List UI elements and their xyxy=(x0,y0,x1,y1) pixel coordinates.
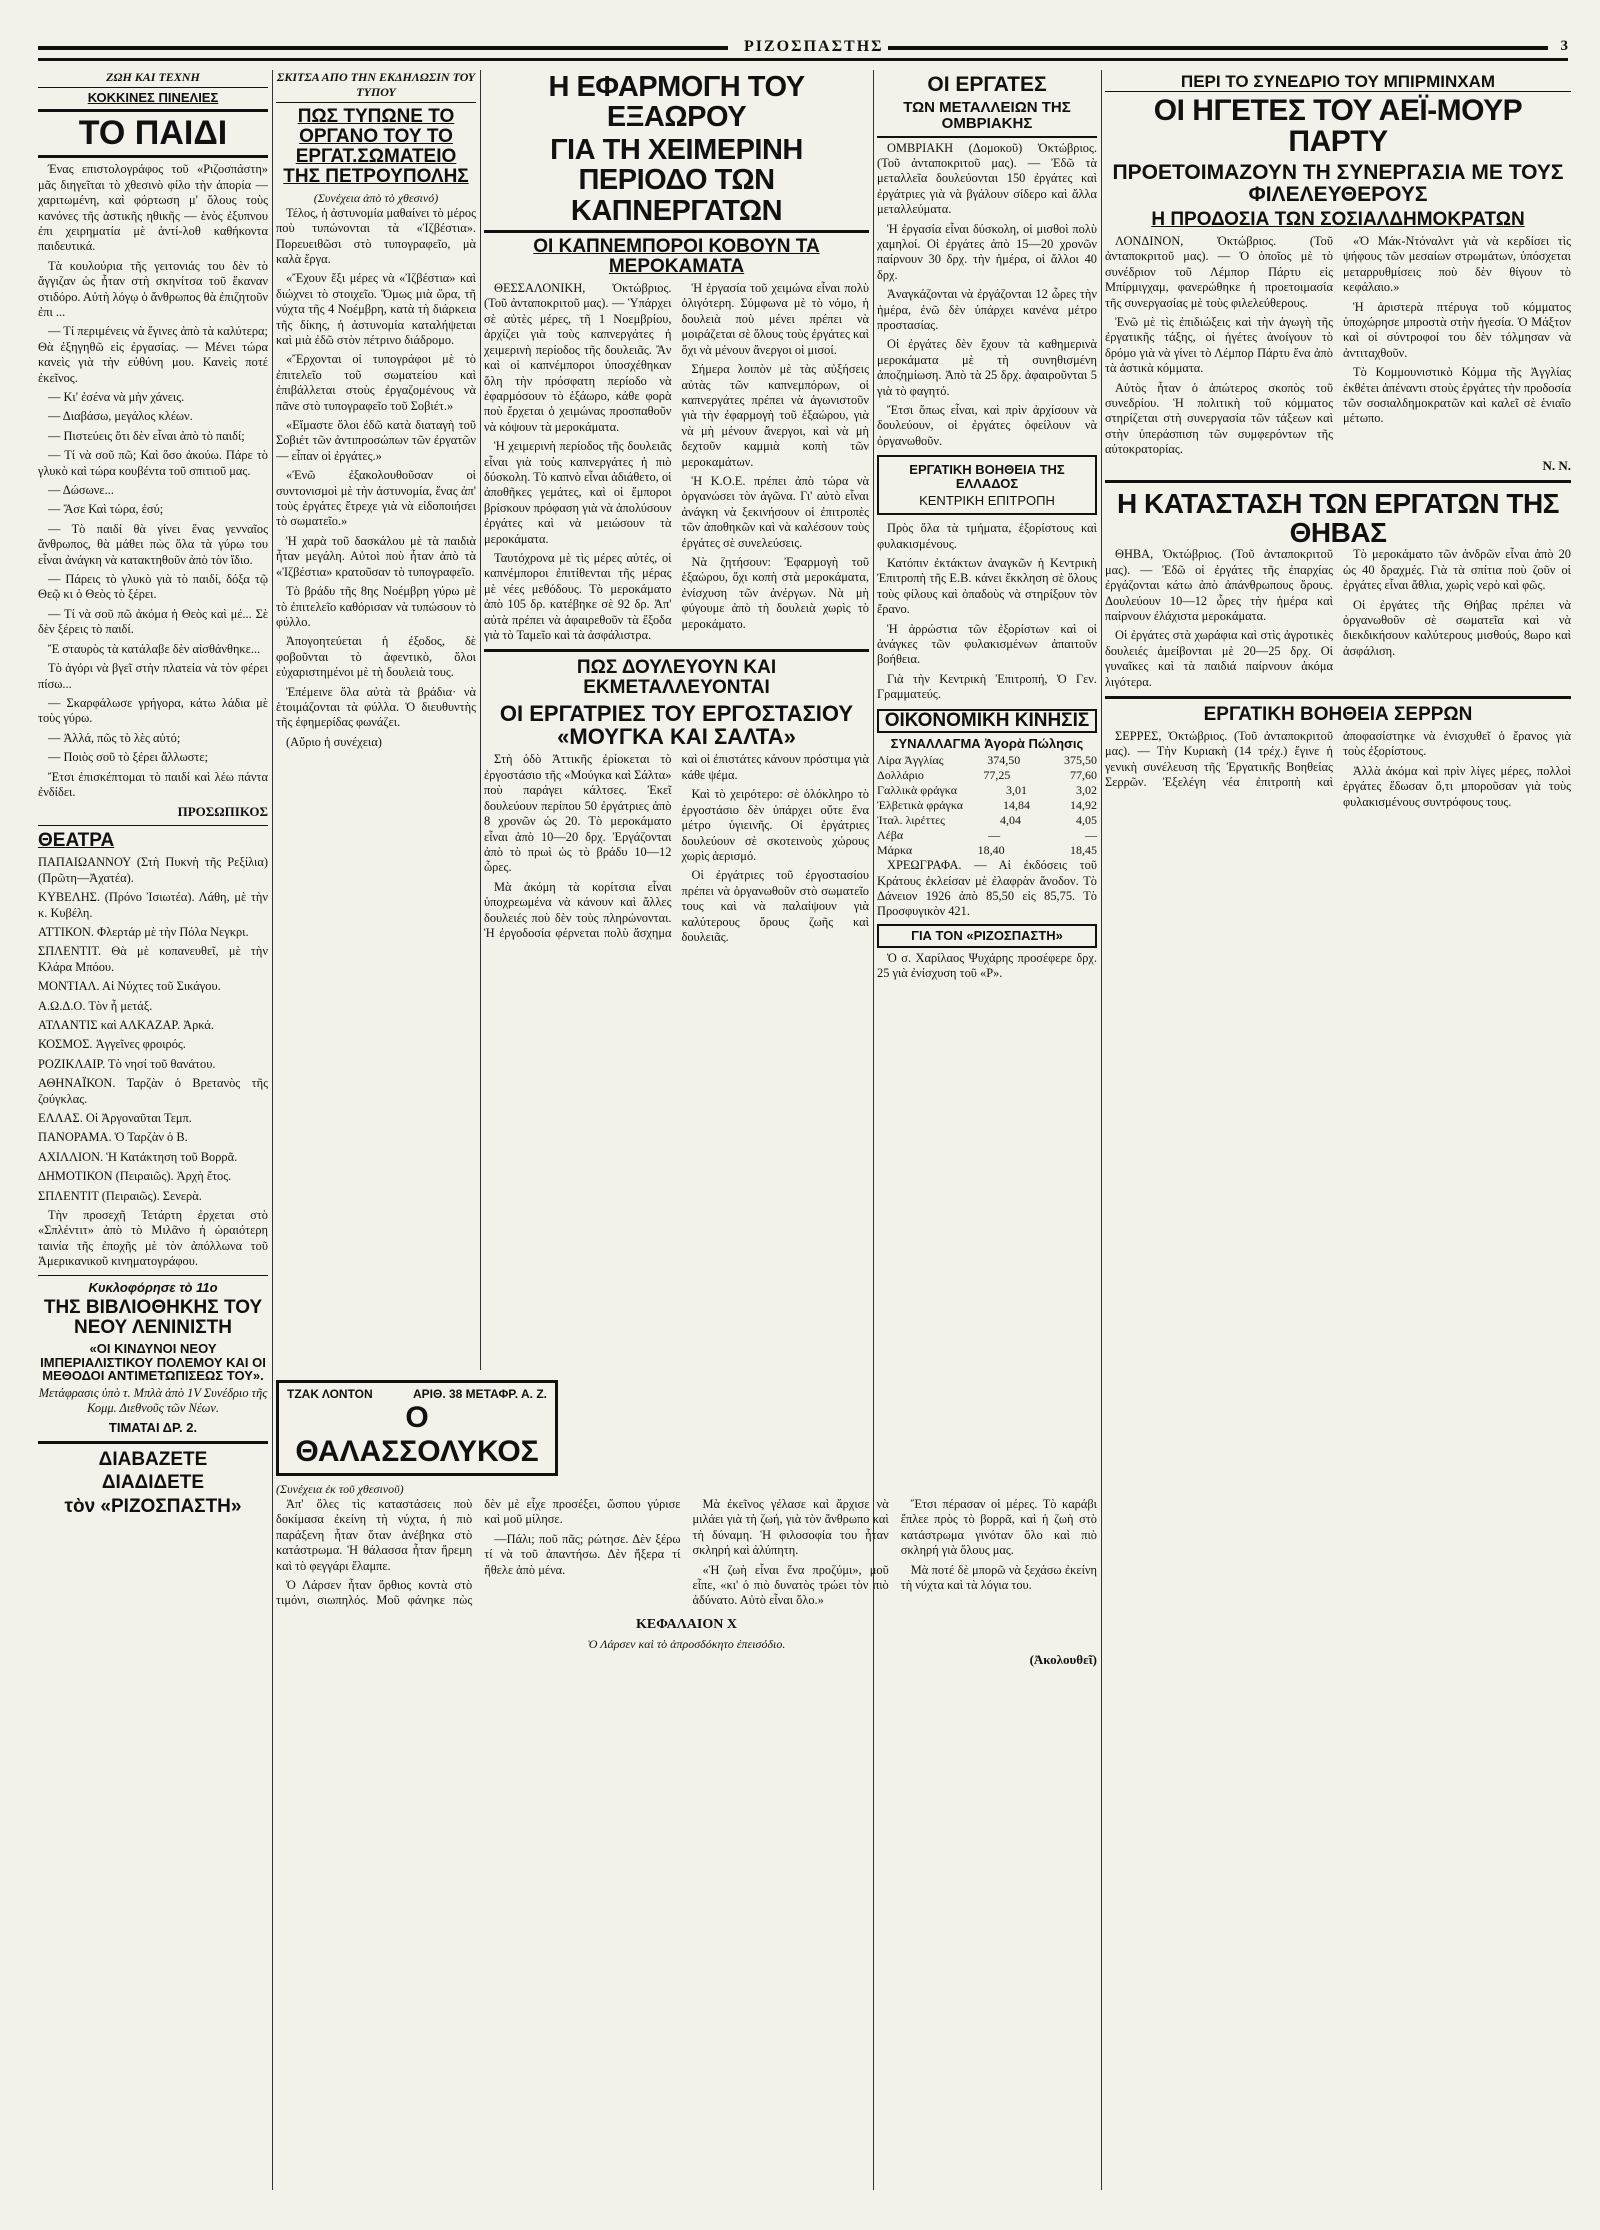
paragraph: «Ἔρχονται οἱ τυπογράφοι μὲ τὸ ἐπιτελεῖο τοῦ σωματείου καὶ ἐπιβάλλεται στοὺς ἐργαζομένους νὰ πᾶνε στὸ τυπογραφεῖο τοῦ Σοβιέτ.» xyxy=(276,352,476,413)
masthead-rule-right xyxy=(888,46,1548,50)
section-kicker: ΖΩΗ ΚΑΙ ΤΕΧΝΗ xyxy=(38,70,268,88)
divider xyxy=(484,649,869,652)
sell-rate: — xyxy=(1084,828,1097,843)
relief-body xyxy=(877,521,1097,702)
exchange-row xyxy=(877,753,1097,768)
paragraph: Ἡ ἐργασία τοῦ χειμώνα εἶναι πολὺ ὀλιγότερη. Σύμφωνα μὲ τὸ νόμο, ἡ δουλειὰ ποὺ μένει πρέπει νὰ μοιράζεται σὲ ὅλους τοὺς ἐργάτες καὶ ὄχι νὰ μένουν ἄνεργοι οἱ μισοί. xyxy=(681,281,869,357)
paragraph: ΑΤΛΑΝΤΙΣ καὶ ΑΛΚΑΖΑΡ. Ἀρκά. xyxy=(38,1017,215,1032)
article-body xyxy=(1105,234,1571,458)
thebes-title: Η ΚΑΤΑΣΤΑΣΗ ΤΩΝ ΕΡΓΑΤΩΝ ΤΗΣ ΘΗΒΑΣ xyxy=(1117,487,1559,548)
paragraph: Ἔ σταυρὸς τὰ κατάλαβε δὲν αἰσθάνθηκε... xyxy=(48,641,261,656)
continuation-note: (Συνέχεια ἐκ τοῦ χθεσινοῦ) xyxy=(276,1482,404,1496)
paragraph: Οἱ ἐργάτες δὲν ἔχουν τὰ καθημερινὰ μεροκάματα μὲ τὴ συνηθισμένη ἀποζημίωση. Ἀπὸ τὰ 25 δρχ. ἀφαιροῦνται 5 γιὰ τὸ φαγητό. xyxy=(877,337,1097,398)
paragraph: Πρὸς ὅλα τὰ τμήματα, ἐξορίστους καὶ φυλακισμένους. xyxy=(877,521,1097,551)
paragraph: Μὰ ποτέ δὲ μπορῶ νὰ ξεχάσω ἐκείνη τὴ νύχτα καὶ τὰ λόγια του. xyxy=(900,1562,1097,1593)
buy-rate: — xyxy=(988,828,1001,843)
article-subtitle: ΟΙ ΚΑΠΝΕΜΠΟΡΟΙ ΚΟΒΟΥΝ ΤΑ ΜΕΡΟΚΑΜΑΤΑ xyxy=(533,236,820,278)
section-kicker: ΠΕΡΙ ΤΟ ΣΥΝΕΔΡΙΟ ΤΟΥ ΜΠΙΡΜΙΝΧΑΜ xyxy=(1105,73,1571,92)
paragraph: —Πάλι; ποῦ πᾶς; ρώτησε. Δὲν ξέρω τί νὰ τοῦ ἀπαντήσω. Δὲν ἤξερα τί ἤθελε ἀπὸ μένα. xyxy=(484,1531,681,1577)
exchange-row xyxy=(877,813,1097,828)
exchange-row xyxy=(877,768,1097,783)
exchange-heading: ΣΥΝΑΛΛΑΓΜΑ Ἀγορὰ Πώλησις xyxy=(890,735,1084,751)
currency-name: Ἰταλ. λιρέττες xyxy=(877,813,945,828)
paragraph: Ἀλλὰ ἀκόμα καὶ πρὶν λίγες μέρες, πολλοὶ ἐργάτες ἔδωσαν ὅ,τι μποροῦσαν γιὰ τοὺς φυλακισμένους συντρόφους τους. xyxy=(1343,763,1571,809)
article-body xyxy=(877,141,1097,450)
paragraph: Μὰ ἀκόμη τὰ κορίτσια εἶναι ὑποχρεωμένα νὰ κάνουν καὶ ἄλλες δουλειές ποὺ δὲν τοὺς πληρώνονται. Ἡ ἐργοδοσία φέρνεται πολὺ ἄσχημα καὶ οἱ ἐπιστάτες κάνουν πρόστιμα γιὰ κάθε ψέμα. xyxy=(484,752,869,940)
paragraph: ΚΟΣΜΟΣ. Ἀγγεῖνες φροιρός. xyxy=(38,1037,186,1052)
headline-line-4: ΟΙ ΕΡΓΑΤΡΙΕΣ ΤΟΥ ΕΡΓΟΣΤΑΣΙΟΥ «ΜΟΥΓΚΑ ΚΑΙ ΣΑΛΤΑ» xyxy=(499,701,854,750)
column-rule xyxy=(1101,70,1102,2190)
paragraph: Ἀπογοητεύεται ἡ ἐξοδος, δὲ φοβοῦνται τὸ ἀφεντικὸ, ὅλοι εὐχαριστημένοι μὲ τὴ δουλειὰ τους. xyxy=(276,634,476,680)
sell-rate: 4,05 xyxy=(1076,813,1097,828)
relief-subtitle: ΚΕΝΤΡΙΚΗ ΕΠΙΤΡΟΠΗ xyxy=(919,492,1055,508)
theatres-list xyxy=(38,855,268,1204)
novel-end: (Ἀκολουθεῖ) xyxy=(1029,1651,1097,1667)
paragraph: ΑΧΙΛΛΙΟΝ. Ἡ Κατάκτηση τοῦ Βορρᾶ. xyxy=(38,1149,238,1164)
headline-line-1: Η ΕΦΑΡΜΟΓΗ ΤΟΥ ΕΞΑΩΡΟΥ xyxy=(548,71,805,134)
novel-banner-top xyxy=(287,1387,547,1401)
library-subtitle: «ΟΙ ΚΙΝΔΥΝΟΙ ΝΕΟΥ ΙΜΠΕΡΙΑΛΙΣΤΙΚΟΥ ΠΟΛΕΜΟΥ ΚΑΙ ΟΙ ΜΕΘΟΔΟΙ ΑΝΤΙΜΕΤΩΠΙΣΕΩΣ ΤΟΥ». xyxy=(40,1341,266,1384)
paragraph: Κατόπιν ἐκτάκτων ἀναγκῶν ἡ Κεντρικὴ Ἐπιτροπὴ τῆς Ε.Β. κάνει ἔκκληση σὲ ὅλους τοὺς φίλους καὶ ὀπαδοὺς νὰ στηρίξουν τὸν ἔρανο. xyxy=(877,556,1097,617)
headline-line-2: ΠΡΟΕΤΟΙΜΑΖΟΥΝ ΤΗ ΣΥΝΕΡΓΑΣΙΑ ΜΕ ΤΟΥΣ ΦΙΛΕΛΕΥΘΕΡΟΥΣ xyxy=(1112,160,1564,206)
paragraph: «Ἔχουν ἕξι μέρες νὰ «Ἰζβέστια» καὶ διώχνει τὸ στοιχεῖο. Ὅμως μιὰ ὥρα, τῆ νύχτα τῆς 4 Νοέμβρη, κατὰ τὴ διάρκεια τῆς δίκης, ἡ ἀστυνομία καταλήψεται καὶ μιὰ ἐδῶ στὸν πέτρινο διάδρομο. xyxy=(276,271,476,347)
serres-body xyxy=(1105,729,1571,810)
paragraph: ΣΕΡΡΕΣ, Ὀκτώβριος. (Τοῦ ἀνταποκριτοῦ μας). — Τὴν Κυριακὴ (14 τρέχ.) ἔγινε ἡ γενικὴ συνέλευση τῆς Ἐργατικῆς Βοηθείας Σερρῶν. Ἐξελέγη νέα ἐπιτροπὴ καὶ ἀποφασίστηκε νὰ ἐνισχυθεῖ ὁ ἔρανος γιὰ τοὺς ἐξορίστους. xyxy=(1105,728,1571,790)
article-body-2 xyxy=(484,752,869,945)
paragraph: Ἡ χειμερινὴ περίοδος τῆς δουλειᾶς εἶναι γιὰ τοὺς καπνεργάτες ἡ πιὸ δύσκολη. Τὸ καπνὸ εἶναι ἀδιάθετο, οἱ ἀποθῆκες γεμάτες, καὶ οἱ ἔμποροι βρίσκουν πρόφαση γιὰ νὰ ἀπολύσουν ἐργάτες καὶ νὰ μειώσουν τὰ μεροκάματα. xyxy=(484,439,672,546)
paragraph: ΣΠΛΕΝΤΙΤ. Θὰ μὲ κοπανευθεῖ, μὲ τὴν Κλάρα Μπόου. xyxy=(38,944,268,974)
circulation-note: Κυκλοφόρησε τὸ 11ο xyxy=(88,1279,218,1295)
paragraph: Ὁ Λάρσεν ἦταν ὄρθιος κοντὰ στὸ τιμόνι, σιωπηλός. Μοῦ φάνηκε πὼς δὲν μὲ εἶχε προσέξει, ὥσπου γύρισε καὶ μοῦ μίλησε. xyxy=(276,1497,681,1608)
film-note: Τὴν προσεχῆ Τετάρτη ἐρχεται στὸ «Σπλέντιτ» ἀπὸ τὸ Μιλᾶνο ἡ ὡραιότερη ταινία τῆς ἐποχῆς μὲ τὸν ἀπόλλωνα τοῦ Ἀμερικανικοῦ κινηματογράφου. xyxy=(38,1208,268,1269)
headline-line-2: ΤΩΝ ΜΕΤΑΛΛΕΙΩΝ ΤΗΣ ΟΜΒΡΙΑΚΗΣ xyxy=(877,100,1097,138)
buy-rate: 4,04 xyxy=(999,813,1021,828)
footer-read: ΔΙΑΒΑΖΕΤΕ xyxy=(98,1448,208,1470)
buy-rate: 18,40 xyxy=(977,843,1005,858)
paragraph: — Πάρεις τὸ γλυκὸ γιὰ τὸ παιδί, δόξα τῷ Θεῷ κι ὁ Θεὸς τὸ ξέρει. xyxy=(38,572,268,602)
relief-box xyxy=(877,455,1097,515)
footer-paper: τὸν «ΡΙΖΟΣΠΑΣΤΗ» xyxy=(64,1496,242,1518)
column-rule xyxy=(480,70,481,1370)
sell-rate: 375,50 xyxy=(1064,753,1097,768)
paragraph: Στὴ ὁδὸ Ἀττικῆς ἐρίοκεται τὸ ἐργοστάσιο τῆς «Μούγκα καὶ Σάλτα» ποὺ παράγει κάλτσες. Ἐκεῖ δουλεύουν περίπου 50 ἐργάτριες ἀπὸ 8 χρονῶν ὡς 20. Τὸ μεροκάματο εἶναι ἀπὸ 10—20 δρχ. Ἐργάζονται ἀπὸ τὸ πρωὶ ὡς τὸ βράδυ 10—12 ὧρες. xyxy=(484,752,672,875)
paragraph: ΡΟΖΙΚΛΑΙΡ. Τὸ νησί τοῦ θανάτου. xyxy=(38,1056,216,1071)
paragraph: Ἐπέμεινε ὅλα αὐτὰ τὰ βράδια· νὰ ἑτοιμάζονται τὰ φύλλα. Ὁ διευθυντὴς τῆς ἐφημερίδας φωνάζει. xyxy=(276,684,476,730)
donations-heading: ΓΙΑ ΤΟΝ «ΡΙΖΟΣΠΑΣΤΗ» xyxy=(877,924,1097,948)
paragraph: — Σκαρφάλωσε γρήγορα, κάτω λάδια μὲ τοὺς γύρω. xyxy=(38,695,268,726)
buy-rate: 14,84 xyxy=(1003,798,1031,813)
paragraph: ΑΤΤΙΚΟΝ. Φλερτάρ μὲ τὴν Πόλα Νεγκρι. xyxy=(38,924,249,939)
paragraph: — Τί περιμένεις νὰ ἔγινες ἀπὸ τὰ καλύτερα; Θὰ ἐξηγηθῶ εἰς ἐργασίας. — Μένει τώρα κανεὶς γιὰ τὴν εὐθύνη μου. Κανεὶς ποτέ ἐκεῖνος. xyxy=(38,324,268,385)
paragraph: — Τί νὰ σοῦ πῶ ἀκόμα ἡ Θεὸς καὶ μέ... Σὲ δὲν ξέρεις τὸ παιδί. xyxy=(38,606,268,637)
novel-banner xyxy=(276,1380,558,1476)
paragraph: — Κι' ἐσένα νὰ μὴν χάνεις. xyxy=(48,390,185,405)
paragraph: Ταυτόχρονα μὲ τὶς μέρες αὐτές, οἱ καπνέμποροι ἐπιτίθενται τῆς μέρας μὲ νέες μεθόδους. Τὸ μεροκάματο ἀπὸ 105 δρ. κατέβηκε σὲ 92 δρ. Ἀπ' αὐτὰ πρέπει νὰ ἀφαιρεθοῦν τὰ ἔξοδα γιὰ τὸ Ταμεῖο καὶ τὰ ἀσφάλιστρα. xyxy=(484,550,672,642)
headline-line-1: ΟΙ ΕΡΓΑΤΕΣ xyxy=(927,73,1047,96)
paragraph: Οἱ ἐργάτες τῆς Θήβας πρέπει νὰ ὀργανωθοῦν σὲ σωματεῖα καὶ νὰ διεκδικήσουν καλύτερους μισθούς, 8ωρο καὶ ἀσφάλιση. xyxy=(1343,597,1571,658)
article-title: ΠΩΣ ΤΥΠΩΝΕ ΤΟ ΟΡΓΑΝΟ ΤΟΥ ΤΟ ΕΡΓΑΤ.ΣΩΜΑΤΕΙΟ ΤΗΣ ΠΕΤΡΟΥΠΟΛΗΣ xyxy=(283,106,469,187)
paragraph: Οἱ ἐργάτριες τοῦ ἐργοστασίου πρέπει νὰ ὀργανωθοῦν στὸ σωματεῖο τους καὶ νὰ παλαίψουν γιὰ καλύτερους ὅρους ζωῆς καὶ δουλειᾶς. xyxy=(681,868,869,944)
paragraph: Ἀπ' ὅλες τὶς καταστάσεις ποὺ δοκίμασα ἐκείνη τὴ νύχτα, ἡ πιὸ παράξενη ἦταν ὅταν ἀνέβηκα στὸ κατάστρωμα. Ἡ θάλασσα ἦταν ἤρεμη καὶ τὸ φεγγάρι ἔλαμπε. xyxy=(276,1497,473,1573)
headline-line-1: ΟΙ ΗΓΕΤΕΣ ΤΟΥ ΑΕΪ-ΜΟΥΡ ΠΑΡΤΥ xyxy=(1153,93,1523,159)
paragraph: «Ἡ ζωὴ εἶναι ἕνα προζύμι», μοῦ εἶπε, «κι' ὁ πιὸ δυνατὸς τρώει τὸν πιὸ ἀδύνατο. Αὐτὸ εἶναι ὅλο.» xyxy=(692,1562,889,1608)
paragraph: Ένας επιστολογράφος τοῦ «Ριζοσπάστη» μᾶς διηγεῖται τὸ χθεσινὸ φίλο τὴν ἀπορία — χαριτωμένη, καὶ φόρτωση μ' ὅλους τοὺς κανόνες τῆς ἀστικῆς ηθικῆς — ἑνὸς ἐξυπνου ἐπι χειρηματία μὲ ἀντί-λοθ καθήκοντα παιδευτικά. xyxy=(38,162,268,254)
article-signature: Ν. Ν. xyxy=(1542,457,1571,473)
paragraph: Σήμερα λοιπὸν μὲ τὰς αὐξήσεις αὐτὰς τῶν καπνεμπόρων, οἱ καπνεργάτες πρέπει νὰ ἀγωνιστοῦν γιὰ τὴν ἐφαρμογὴ τοῦ ἑξαώρου, γιὰ νὰ μὴ μένουν ἄνεργοι, καὶ νὰ μὴ δεχτοῦν καμμιὰ κοπὴ τῶν μεροκαμάτων. xyxy=(681,362,869,469)
article-body xyxy=(276,206,476,750)
serres-title: ΕΡΓΑΤΙΚΗ ΒΟΗΘΕΙΑ ΣΕΡΡΩΝ xyxy=(1203,704,1473,725)
chapter-subtitle: Ὁ Λάρσεν καὶ τὸ ἀπροσδόκητο ἐπεισόδιο. xyxy=(587,1636,786,1651)
paragraph: Τὸ μεροκάματο τῶν ἀνδρῶν εἶναι ἀπὸ 20 ὡς 40 δραχμές. Γιὰ τὰ σπίτια ποὺ ζοῦν οἱ ἐργάτες εἶναι ἄθλια, χωρὶς νερὸ καὶ φῶς. xyxy=(1343,547,1571,593)
bonds-note: ΧΡΕΩΓΡΑΦΑ. — Αἱ ἐκδόσεις τοῦ Κράτους ἐκλείσαν μὲ ἐλαφρὰν ἄνοδον. Τὸ Δάνειον 1926 ἀπὸ 85,50 εἰς 85,75. Τὸ Προσφυγικὸν 421. xyxy=(877,858,1097,919)
thebes-body xyxy=(1105,547,1571,690)
paragraph: Ἔτσι ἐπισκέπτομαι τὸ παιδί καὶ λέω πάντα ἐνδίδει. xyxy=(38,769,268,799)
paragraph: ΠΑΠΑΙΩΑΝΝΟΥ (Στὴ Πυκνὴ τῆς Ρεξίλια) (Πρῶτη—Ἀχατέα). xyxy=(38,855,268,885)
exchange-row xyxy=(877,843,1097,858)
divider xyxy=(38,1441,268,1444)
donations-body: Ὁ σ. Χαρίλαος Ψυχάρης προσέφερε δρχ. 25 γιὰ ἐνίσχυση τοῦ «Ρ». xyxy=(877,950,1097,980)
divider xyxy=(1105,480,1571,483)
article-subtitle: Η ΠΡΟΔΟΣΙΑ ΤΩΝ ΣΟΣΙΑΛΔΗΜΟΚΡΑΤΩΝ xyxy=(1151,208,1525,230)
paragraph: Ἡ χαρὰ τοῦ δασκάλου μὲ τὰ παιδιὰ ἦταν μεγάλη. Αὐτοὶ ποὺ ἦταν ἀπὸ τὰ «Ἰζβέστια» κρατοῦσαν τὸ τυπογραφεῖο. xyxy=(276,533,476,579)
paragraph: ΣΠΛΕΝΤΙΤ (Πειραιῶς). Σενερὰ. xyxy=(38,1188,202,1203)
paragraph: — Τὸ παιδί θὰ γίνει ἕνας γενναῖος ἄνθρωπος, θὰ μάθει πὼς ὅλα τὰ γύρω του εἶναι ἀνάγκη νὰ κατακτηθοῦν ἀπὸ τὸν ἴδιο. xyxy=(38,521,268,567)
price: ΤΙΜΑΤΑΙ ΔΡ. 2. xyxy=(108,1419,198,1435)
paper-name: ΡΙΖΟΣΠΑΣΤΗΣ xyxy=(738,38,890,56)
chapter-heading: ΚΕΦΑΛΑΙΟΝ Χ xyxy=(636,1616,737,1632)
paragraph: ΔΗΜΟΤΙΚΟΝ (Πειραιῶς). Ἀρχὴ ἔτος. xyxy=(38,1169,232,1184)
paragraph: — Δώσωνε... xyxy=(48,483,114,498)
currency-name: Λέβα xyxy=(877,828,904,843)
paragraph: — Πιστεύεις ὅτι δὲν εἶναι ἀπὸ τὸ παιδί; xyxy=(48,428,245,443)
headline-line-2: ΓΙΑ ΤΗ ΧΕΙΜΕΡΙΝΗ ΠΕΡΙΟΔΟ ΤΩΝ ΚΑΠΝΕΡΓΑΤΩΝ xyxy=(484,135,869,233)
paragraph: — Ἄσε Καὶ τώρα, ἐσύ; xyxy=(48,502,164,517)
currency-name: Ἐλβετικὰ φράγκα xyxy=(877,798,964,813)
paragraph: Ἡ ἀριστερὰ πτέρυγα τοῦ κόμματος ὑποχώρησε μπροστὰ στὴν ἡγεσία. Ὁ Μάξτον καὶ οἱ σύντροφοί του δὲν τόλμησαν νὰ ἀντιταχθοῦν. xyxy=(1343,299,1571,360)
paragraph: ΚΥΒΕΛΗΣ. (Πρόνο Ἰσιωτέα). Λάθη, μὲ τὴν κ. Κυβέλη. xyxy=(38,890,268,920)
finance-heading: ΟΙΚΟΝΟΜΙΚΗ ΚΙΝΗΣΙΣ xyxy=(877,709,1097,733)
sell-rate: 3,02 xyxy=(1075,783,1097,798)
novel-title: Ο ΘΑΛΑΣΣΟΛΥΚΟΣ xyxy=(295,1401,539,1468)
divider xyxy=(38,825,268,826)
paragraph: — Ἀλλά, πῶς τὸ λὲς αὐτό; xyxy=(48,730,181,745)
paragraph: Γιὰ τὴν Κεντρικὴ Ἐπιτροπή, Ὁ Γεν. Γραμματεύς. xyxy=(877,671,1097,702)
library-title: ΤΗΣ ΒΙΒΛΙΟΘΗΚΗΣ ΤΟΥ ΝΕΟΥ ΛΕΝΙΝΙΣΤΗ xyxy=(43,1297,263,1339)
paragraph: Ἡ ἀρρώστια τῶν ἐξορίστων καὶ οἱ ἀνάγκες τῶν φυλακισμένων ἀπαιτοῦν βοήθεια. xyxy=(877,621,1097,667)
footer-spread: ΔΙΑΔΙΔΕΤΕ xyxy=(101,1472,205,1494)
currency-name: Δολλάριο xyxy=(877,768,924,783)
continuation-note: (Συνέχεια ἀπὸ τὸ χθεσινό) xyxy=(313,190,439,205)
page-number: 3 xyxy=(1555,38,1569,55)
article-title: ΤΟ ΠΑΙΔΙ xyxy=(38,109,268,159)
sell-rate: 14,92 xyxy=(1070,798,1097,813)
novel-author: ΤΖΑΚ ΛΟΝΤΟΝ xyxy=(287,1387,373,1401)
paragraph: Καὶ τὸ χειρότερο: σὲ ὁλόκληρο τὸ ἐργοστάσιο δὲν ὑπάρχει οὔτε ἕνα μέτρο ὑγιεινῆς. Οἱ ἐργάτριες δουλεύουν σὲ σκοτεινοὺς χώρους χωρὶς ἀερισμό. xyxy=(681,787,869,863)
currency-name: Λίρα Ἀγγλίας xyxy=(877,753,944,768)
paragraph: Μὰ ἐκεῖνος γέλασε καὶ ἄρχισε νὰ μιλάει γιὰ τὴ ζωή, γιὰ τὸν ἄνθρωπο καὶ τὴ δύναμη. Ἡ φιλοσοφία του ἦταν σκληρή καὶ ἀλύπητη. xyxy=(692,1497,889,1558)
paragraph: «Ὁ Μάκ-Ντόναλντ γιὰ νὰ κερδίσει τὶς ψήφους τῶν μεσαίων στρωμάτων, ὑπόσχεται μεταρρυθμίσεις ποὺ δὲν θίγουν τὸ κεφάλαιο.» xyxy=(1343,233,1571,295)
exchange-table xyxy=(877,753,1097,858)
paragraph: «Εἴμαστε ὅλοι ἐδῶ κατὰ διαταγὴ τοῦ Σοβιέτ τῶν ἀντιπροσώπων τῶν ἐργατῶν — εἶπαν οἱ ἐργάτες.» xyxy=(276,418,476,463)
paragraph: — Διαβάσω, μεγάλος κλέων. xyxy=(48,409,193,424)
paragraph: ΘΗΒΑ, Ὀκτώβριος. (Τοῦ ἀνταποκριτοῦ μας). — Ἐδῶ οἱ ἐργάτες τῆς ἐπαρχίας ἐργάζονται κάτω ἀπὸ ἀπάνθρωπους ὅρους. Δουλεύουν 10—12 ὧρες τὴν ἡμέρα καὶ παίρνουν ἐλάχιστα μεροκάματα. xyxy=(1105,547,1333,623)
paragraph: Ἐνῶ μὲ τὶς ἐπιδιώξεις καὶ τὴν ἀγωγὴ τῆς ἐργατικῆς τάξης, οἱ ἡγέτες ἀνοίγουν τὸ δρόμο γιὰ νὰ γίνει τὸ Λέμπορ Πάρτυ ἕνα ἀπὸ τὰ ἀστικὰ κόμματα. xyxy=(1105,314,1333,376)
theatres-heading: ΘΕΑΤΡΑ xyxy=(38,830,115,852)
paragraph: Ἡ ἐργασία εἶναι δύσκολη, οἱ μισθοὶ πολὺ χαμηλοί. Οἱ ἐργάτες ἀπὸ 15—20 χρονῶν παίρνουν 30 δρχ. τὴν ἡμέρα, οἱ ἄλλοι 40 δρχ. xyxy=(877,221,1097,282)
paragraph: Τὰ κουλούρια τῆς γειτονιάς του δὲν τὸ ἄγγιζαν ὡς ἦταν στὴ σκηνίτσα τοῦ ἕκαναν στιδόρο. Αὐτὴ λόγῳ ὁ ἄνθρωπος θὰ ἐπιζητοῦν ἐπι ... xyxy=(38,258,268,319)
column-5 xyxy=(1105,70,1571,2190)
paragraph: ΠΑΝΟΡΑΜΑ. Ὁ Ταρζὰν ὁ Β. xyxy=(38,1130,188,1145)
paragraph: Τέλος, ἡ ἀστυνομία μαθαίνει τὸ μέρος ποὺ τυπώνονται τὰ «Ἰζβέστια». Πορευειθῶσι στὸ τυπογραφεῖο, μὰ καλὰ ἔργα. xyxy=(276,205,476,266)
exchange-row xyxy=(877,783,1097,798)
library-note: Μετάφρασις ὑπὸ τ. Μπλὰ ἀπὸ 1V Συνέδριο τῆς Κομμ. Διεθνοῦς τῶν Νέων. xyxy=(38,1386,268,1416)
divider xyxy=(1105,696,1571,699)
paragraph: «Ἐνῶ ἐξακολουθοῦσαν οἱ συντονισμοὶ μὲ τὴν ἀστυνομία, ἕνας ἀπ' τοὺς ἐργάτες ἔτρεχε γιὰ νὰ εἰδοποιήσει τὸ σωματεῖο.» xyxy=(276,468,476,529)
column-3 xyxy=(484,70,869,1370)
paragraph: ΜΟΝΤΙΑΛ. Αἱ Νύχτες τοῦ Σικάγου. xyxy=(38,979,221,994)
column-1 xyxy=(38,70,268,2190)
currency-name: Μάρκα xyxy=(877,843,913,858)
serial-novel xyxy=(276,1380,1097,2190)
column-rule xyxy=(272,70,273,2190)
paragraph: — Ποιὸς σοῦ τὸ ξέρει ἄλλωστε; xyxy=(48,750,209,765)
relief-title: ΕΡΓΑΤΙΚΗ ΒΟΗΘΕΙΑ ΤΗΣ ΕΛΛΑΔΟΣ xyxy=(909,462,1065,491)
paragraph: (Αὔριο ἡ συνέχεια) xyxy=(286,734,382,749)
divider xyxy=(38,1275,268,1276)
paragraph: Οἱ ἐργάτες στὰ χωράφια καὶ στὶς ἀγροτικὲς δουλειές ἀμείβονται μὲ 20—25 δρχ. Οἱ γυναῖκες καὶ τὰ παιδιά παίρνουν ἀκόμα λιγότερα. xyxy=(1105,628,1333,689)
exchange-row xyxy=(877,828,1097,843)
paragraph: ΑΘΗΝΑΪΚΟΝ. Ταρζὰν ὁ Βρετανὸς τῆς ζούγκλας. xyxy=(38,1076,268,1106)
paragraph: Τὸ ἀγόρι νὰ βγεῖ στὴν πλατεία νὰ τὸν φέρει πίσω... xyxy=(38,661,268,691)
paragraph: Ἔτσι πέρασαν οἱ μέρες. Τὸ καράβι ἔπλεε πρὸς τὸ βορρᾶ, καὶ ἡ ζωὴ στὸ κατάστρωμα γινόταν ὅλο καὶ πιὸ σκληρή γιὰ ὅλους μας. xyxy=(900,1497,1097,1558)
headline-line-3: ΠΩΣ ΔΟΥΛΕΥΟΥΝ ΚΑΙ ΕΚΜΕΤΑΛΛΕΥΟΝΤΑΙ xyxy=(576,657,777,699)
masthead-rule-left xyxy=(38,46,728,50)
buy-rate: 77,25 xyxy=(983,768,1011,783)
paragraph: ΛΟΝΔΙΝΟΝ, Ὀκτώβριος. (Τοῦ ἀνταποκριτοῦ μας). — Ὁ ὁποῖος μὲ τὸ συνέδριον τοῦ Λέμπορ Πάρτυ εἰς Μπίρμιγχαμ, φανερώθηκε ἡ προετοιμασία τῆς συνεργασίας μὲ τοὺς φιλελεύθερους. xyxy=(1105,233,1333,310)
article-body xyxy=(484,281,869,643)
paragraph: ΕΛΛΑΣ. Οἱ Ἀργοναῦται Τεμπ. xyxy=(38,1110,192,1125)
paragraph: Ἡ Κ.Ο.Ε. πρέπει ἀπὸ τώρα νὰ ὀργανώσει τὸν ἀγῶνα. Γι' αὐτὸ εἶναι ἀνάγκη νὰ ξεκινήσουν οἱ ἐπιτροπὲς τῶν ἀποθηκῶν καὶ νὰ καλέσουν τοὺς ἐργάτες σὲ συνελεύσεις. xyxy=(681,473,869,550)
exchange-row xyxy=(877,798,1097,813)
sell-rate: 77,60 xyxy=(1069,768,1097,783)
novel-body xyxy=(276,1497,1097,1609)
paragraph: Τὸ βράδυ τῆς 8ης Νοέμβρη γύρω μὲ τὸ ἐπιτελεῖο καθόρισαν νὰ τυπώσουν τὸ φύλλο. xyxy=(276,584,476,629)
paragraph: Ἀναγκάζονται νὰ ἐργάζονται 12 ὧρες τὴν ἡμέρα, ἐνῶ δὲν ὑπάρχει κανένα μέτρο προστασίας. xyxy=(877,287,1097,333)
buy-rate: 374,50 xyxy=(987,753,1021,768)
paragraph: — Τί νὰ σοῦ πῶ; Καὶ ὅσο ἀκούω. Πάρε τὸ γλυκὸ καὶ τώρα κουβέντα τοῦ σπιτιοῦ μας. xyxy=(38,448,268,478)
column-2 xyxy=(276,70,476,1370)
currency-name: Γαλλικὰ φράγκα xyxy=(877,783,958,798)
article-signature: ΠΡΟΣΩΠΙΚΟΣ xyxy=(177,804,268,820)
paragraph: ΘΕΣΣΑΛΟΝΙΚΗ, Ὀκτώβριος. (Τοῦ ἀνταποκριτοῦ μας). — Ὑπάρχει σὲ αὐτὲς μέρες, τῆ 1 Νοεμβρίου, ἀρχίζει γιὰ τοὺς καπνεργάτες ἡ χειμερινὴ περίοδος τῆς δουλειᾶς. Ἂν καὶ οἱ καπνέμποροι ὑποσχέθηκαν ὅλη τὴν πρόσφατη περίοδο νὰ ἐφαρμόσουν τὸ ἑξάωρο, κάθε φορὰ ποὺ ἔρχεται ὁ χειμώνας προσπαθοῦν νὰ κόψουν τὰ μεροκάματα. xyxy=(484,281,672,434)
sell-rate: 18,45 xyxy=(1070,843,1097,858)
paragraph: Τὸ Κομμουνιστικὸ Κόμμα τῆς Ἀγγλίας ἐκθέτει ἀπέναντι στοὺς ἐργάτες τὴν προδοσία τῶν σοσιαλδημοκρατῶν καὶ καλεῖ σὲ ἑνιαῖο μέτωπο. xyxy=(1343,365,1571,426)
paragraph: Αὐτὸς ἦταν ὁ ἀπώτερος σκοπὸς τοῦ συνεδρίου. Ἡ πολιτικὴ τοῦ κόμματος στηρίζεται στὴ συνεργασία τῶν τάξεων καὶ στὴν ὑπεράσπιση τῶν συμφερόντων τῆς αὐτοκρατορίας. xyxy=(1105,380,1333,457)
paragraph: ΟΜΒΡΙΑΚΗ (Δομοκοῦ) Ὀκτώβριος. (Τοῦ ἀνταποκριτοῦ μας). — Ἐδῶ τὰ μεταλλεῖα δουλεύονται 150 ἐργάτες καὶ ἐργάτριες γιὰ νὰ βγάλουν σίδερο καὶ ἄλλα μεταλλεύματα. xyxy=(877,140,1097,217)
subsection-label: ΚΟΚΚΙΝΕΣ ΠΙΝΕΛΙΕΣ xyxy=(87,90,219,105)
novel-issue: ΑΡΙΘ. 38 ΜΕΤΑΦΡ. Α. Ζ. xyxy=(412,1387,547,1401)
paragraph: Α.Ω.Δ.Ο. Τὸν ἦ μετάξ. xyxy=(38,998,153,1013)
section-kicker: ΣΚΙΤΣΑ ΑΠΟ ΤΗΝ ΕΚΔΗΛΩΣΙΝ ΤΟΥ ΤΥΠΟΥ xyxy=(276,70,476,103)
article-body xyxy=(38,162,268,800)
masthead xyxy=(38,38,1568,61)
buy-rate: 3,01 xyxy=(1006,783,1027,798)
paragraph: Ἔτσι ὅπως εἶναι, καὶ πρὶν ἀρχίσουν νὰ δουλεύουν, οἱ ἐργάτες ὀφείλουν νὰ ὀργανωθοῦν. xyxy=(877,403,1097,448)
paragraph: Νὰ ζητήσουν: Ἐφαρμογὴ τοῦ ἑξαώρου, ὄχι κοπὴ στὰ μεροκάματα, ἐνίσχυση τῶν ἀνέργων. Νὰ μὴ φύγουμε ἀπὸ τὴ δουλειὰ χωρὶς τὸ μεροκάματο. xyxy=(681,554,869,631)
